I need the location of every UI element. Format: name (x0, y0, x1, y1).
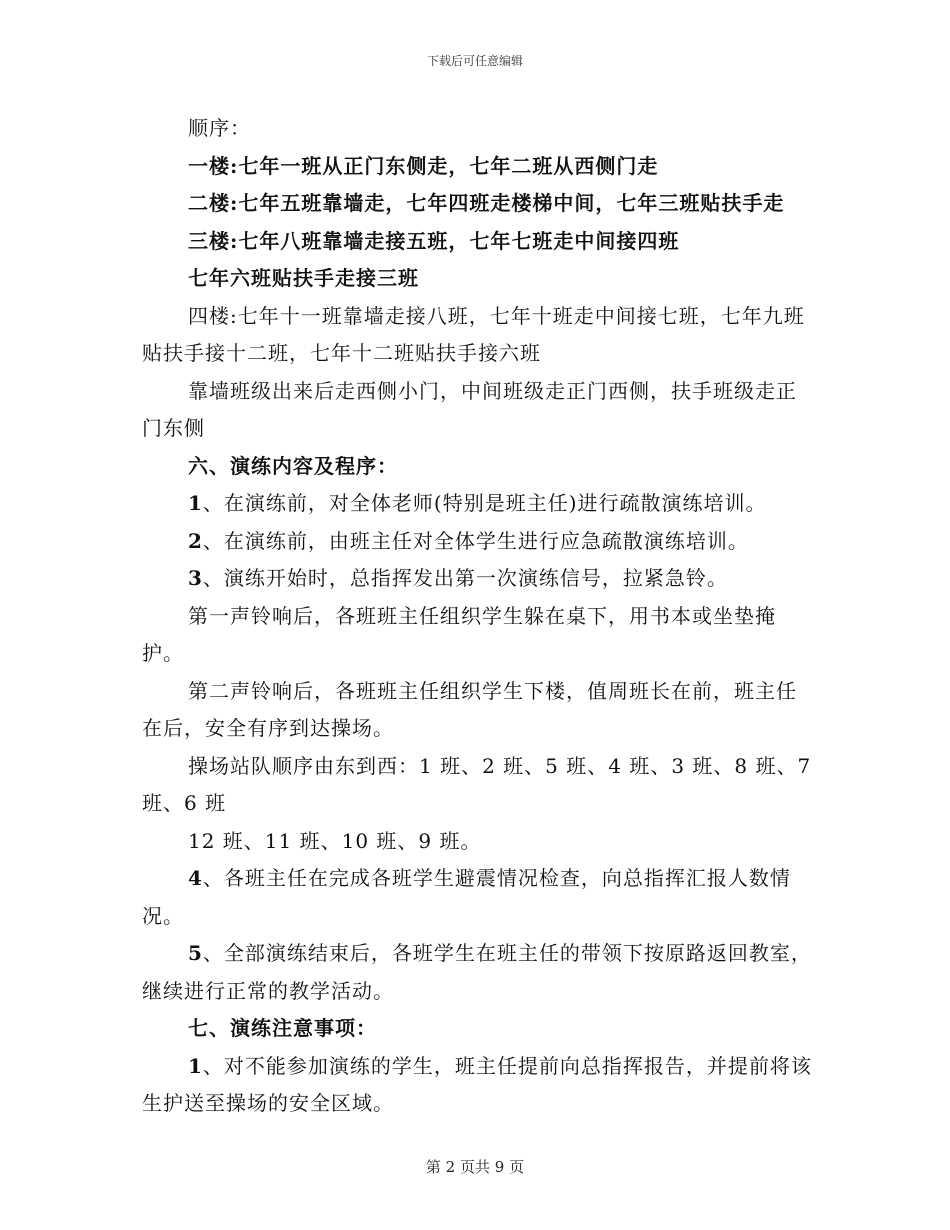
list-number: 4 (188, 866, 203, 890)
paragraph-floor-3: 三楼:七年八班靠墙走接五班，七年七班走中间接四班 (188, 228, 680, 253)
paragraph-first-bell: 第一声铃响后，各班班主任组织学生躲在桌下，用书本或坐垫掩护。 (142, 603, 776, 665)
list-number: 1 (188, 1053, 203, 1078)
document-body (142, 110, 814, 1123)
paragraph-floor-3-cont: 七年六班贴扶手走接三班 (188, 266, 419, 290)
page-footer: 第 2 页共 9 页 (425, 1158, 525, 1176)
list-item-2 (142, 523, 814, 561)
list-item-1 (142, 485, 814, 523)
paragraph-lineup-order-cont: 12 班、11 班、10 班、9 班。 (188, 828, 482, 853)
list-item-3 (142, 560, 814, 598)
paragraph-second-bell: 第二声铃响后，各班班主任组织学生下楼，值周班长在前，班主任在后，安全有序到达操场。 (142, 678, 797, 740)
paragraph-floor-1: 一楼:七年一班从正门东侧走，七年二班从西侧门走 (188, 153, 659, 178)
list-text: 、在演练前，对全体老师(特别是班主任)进行疏散演练培训。 (202, 491, 767, 515)
list-text: 、对不能参加演练的学生，班主任提前向总指挥报告，并提前将该生护送至操场的安全区域。 (142, 1053, 812, 1115)
list-number: 1 (188, 491, 203, 515)
list-text: 、各班主任在完成各班学生避震情况检查，向总指挥汇报人数情况。 (142, 866, 791, 928)
paragraph-exit-routes: 靠墙班级出来后走西侧小门，中间班级走正门西侧，扶手班级走正门东侧 (142, 378, 797, 440)
paragraph-floor-4: 四楼:七年十一班靠墙走接八班，七年十班走中间接七班，七年九班贴扶手接十二班，七年十二班贴扶手接六班 (142, 303, 805, 365)
page-header: 下载后可任意编辑 (426, 54, 523, 68)
list-text: 、全部演练结束后，各班学生在班主任的带领下按原路返回教室，继续进行正常的教学活动。 (142, 941, 812, 1003)
paragraph-floor-2: 二楼:七年五班靠墙走，七年四班走楼梯中间，七年三班贴扶手走 (188, 191, 785, 215)
list-number: 3 (188, 566, 203, 590)
paragraph-lineup-order: 操场站队顺序由东到西：1 班、2 班、5 班、4 班、3 班、8 班、7 班、6 班 (142, 753, 812, 815)
section-heading-6: 六、演练内容及程序： (188, 453, 398, 478)
list-item-4 (142, 860, 814, 935)
list-number: 2 (188, 528, 203, 553)
list-text: 、在演练前，由班主任对全体学生进行应急疏散演练培训。 (202, 528, 749, 553)
section-heading-7: 七、演练注意事项： (188, 1016, 377, 1040)
paragraph-order-label: 顺序： (188, 116, 251, 140)
list-item-5 (142, 935, 814, 1010)
list-text: 、演练开始时，总指挥发出第一次演练信号，拉紧急铃。 (202, 566, 728, 590)
list-number: 5 (188, 941, 203, 965)
notes-item-1 (142, 1048, 814, 1123)
